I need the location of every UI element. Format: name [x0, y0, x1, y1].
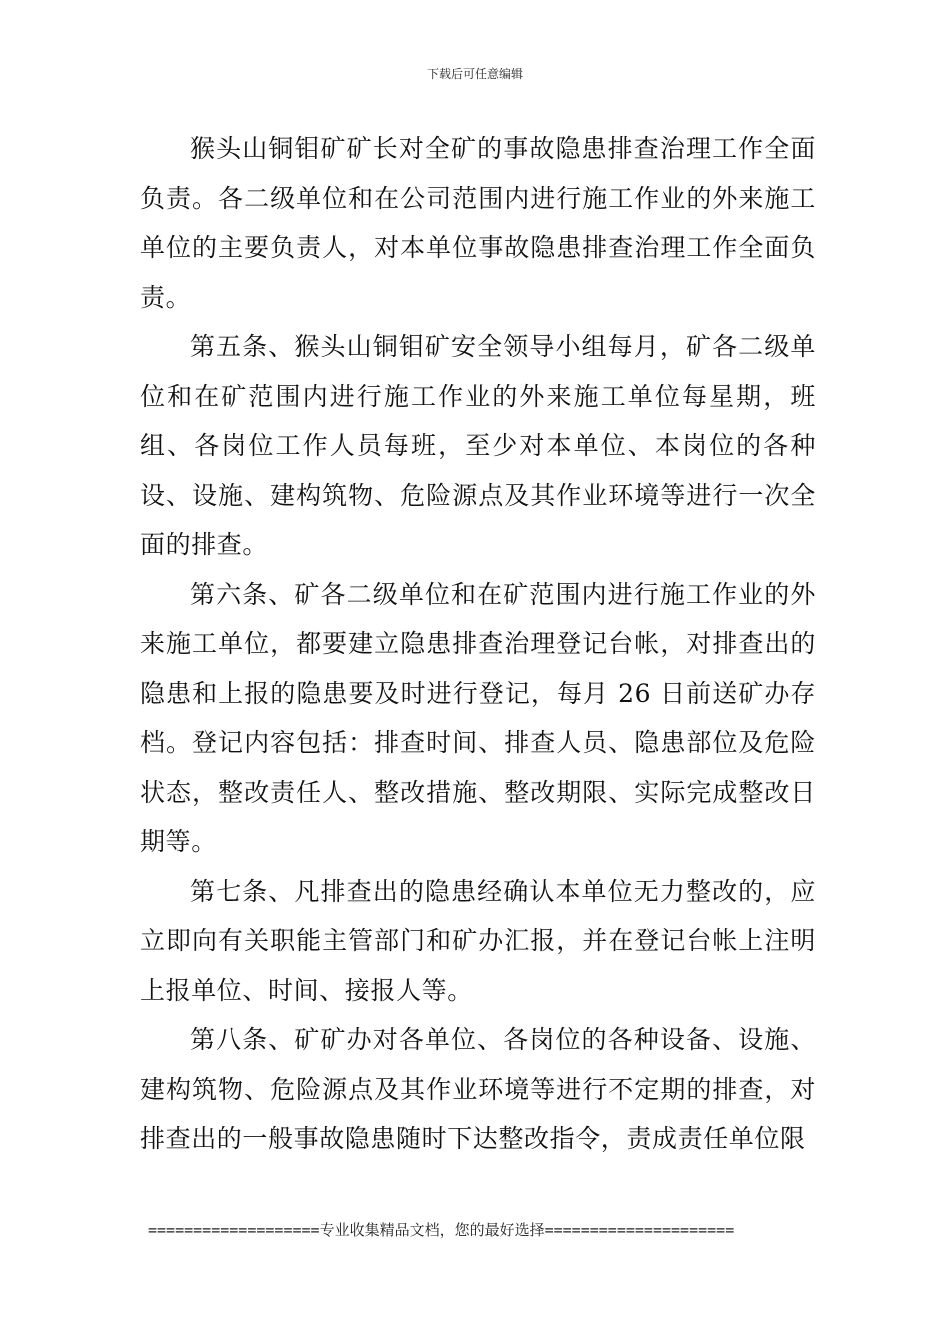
document-body — [140, 124, 816, 1164]
paragraph-3: 第六条、矿各二级单位和在矿范围内进行施工作业的外来施工单位，都要建立隐患排查治理登记台帐，对排查出的隐患和上报的隐患要及时进行登记，每月 26 日前送矿办存档。登记内容包括：排查时间、排查人员、隐患部位及危险状态，整改责任人、整改措施、整改期限、实际完成整改日期等。 — [140, 579, 816, 856]
paragraph-5: 第八条、矿矿办对各单位、各岗位的各种设备、设施、建构筑物、危险源点及其作业环境等进行不定期的排查，对排查出的一般事故隐患随时下达整改指令，责成责任单位限 — [140, 1025, 816, 1153]
page-header: 下载后可任意编辑 — [426, 67, 523, 81]
paragraph-2: 第五条、猴头山铜钼矿安全领导小组每月，矿各二级单位和在矿范围内进行施工作业的外来施工单位每星期，班组、各岗位工作人员每班，至少对本单位、本岗位的各种设、设施、建构筑物、危险源点及其作业环境等进行一次全面的排查。 — [140, 332, 816, 559]
paragraph-4: 第七条、凡排查出的隐患经确认本单位无力整改的，应立即向有关职能主管部门和矿办汇报，并在登记台帐上注明上报单位、时间、接报人等。 — [140, 876, 816, 1005]
paragraph-1: 猴头山铜钼矿矿长对全矿的事故隐患排查治理工作全面负责。各二级单位和在公司范围内进行施工作业的外来施工单位的主要负责人，对本单位事故隐患排查治理工作全面负责。 — [140, 134, 816, 312]
page-footer: ===================专业收集精品文档，您的最好选择===================== — [148, 1221, 735, 1239]
